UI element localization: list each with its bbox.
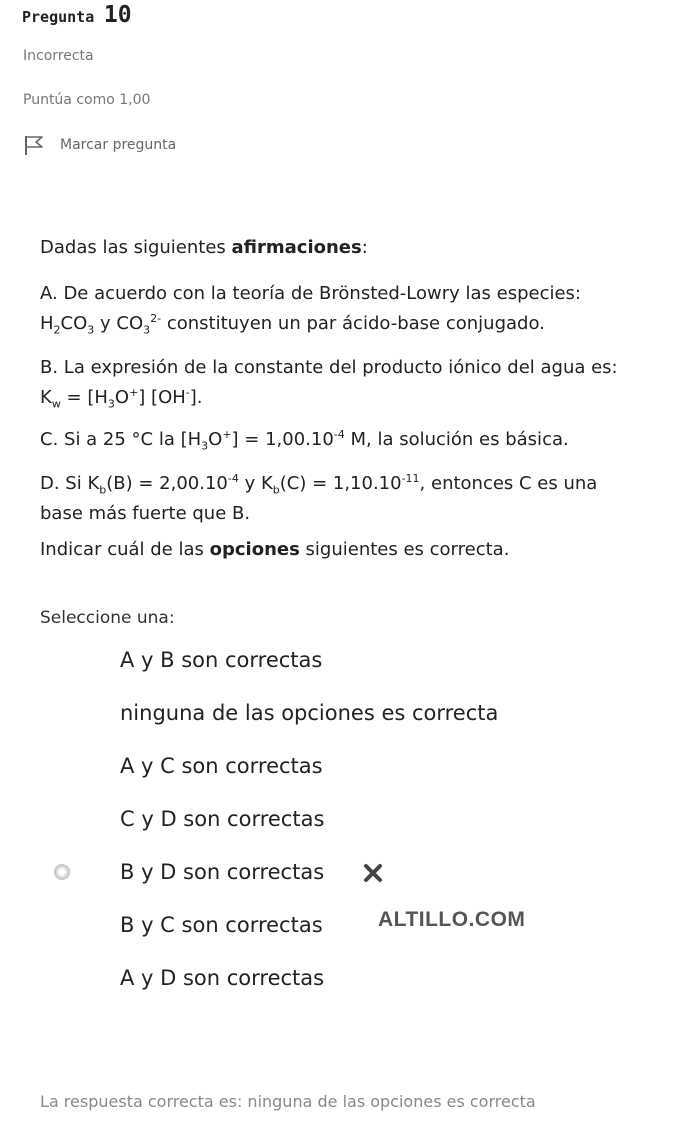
answer-option[interactable] [0, 697, 700, 737]
question-number-value: 10 [103, 2, 132, 28]
answer-option-label[interactable]: C y D son correctas [120, 807, 325, 831]
statement-c: C. Si a 25 °C la $[H_3O^+] = 1,00.10^{-4}$ M, la solución es básica. [40, 428, 569, 453]
flag-question-link[interactable] [22, 134, 176, 156]
question-label: Pregunta [22, 8, 95, 26]
answer-option[interactable] [0, 856, 700, 896]
flag-question-label: Marcar pregunta [60, 137, 177, 153]
answer-option[interactable] [0, 750, 700, 790]
statement-d-line2: base más fuerte que B. [40, 503, 251, 524]
select-one-label: Seleccione una: [40, 608, 175, 628]
flag-icon [22, 134, 46, 156]
answer-option-label[interactable]: ninguna de las opciones es correcta [120, 701, 499, 725]
answer-option-label[interactable]: A y D son correctas [120, 966, 325, 990]
question-number [22, 2, 132, 28]
answer-option[interactable] [0, 803, 700, 843]
correct-answer-feedback: La respuesta correcta es: ninguna de las opciones es correcta [40, 1092, 536, 1111]
question-state: Incorrecta [23, 48, 94, 64]
radio-button[interactable] [54, 864, 70, 880]
statement-a-line1: A. De acuerdo con la teoría de Brönsted-Lowry las especies: [40, 283, 581, 304]
statement-d-line1: D. Si $K_b(B) = 2,00.10^{-4}$ y $K_b(C) = 1,10.10^{-11}$, entonces C es una [40, 472, 598, 497]
question-intro: Dadas las siguientes afirmaciones: [40, 237, 368, 258]
answer-option[interactable] [0, 909, 700, 949]
question-prompt: Indicar cuál de las opciones siguientes es correcta. [40, 539, 510, 560]
statement-a-line2: $H_2CO_3$ y $CO_3^{2-}$ constituyen un par ácido-base conjugado. [40, 312, 545, 337]
cross-icon [362, 862, 384, 884]
answer-option[interactable] [0, 962, 700, 1002]
answer-option-label[interactable]: B y D son correctas [120, 860, 325, 884]
answer-option-label[interactable]: A y C son correctas [120, 754, 323, 778]
statement-b-line1: B. La expresión de la constante del producto iónico del agua es: [40, 357, 618, 378]
statement-b-line2: $K_w = [H_3O^+]$ [OH-]. [40, 386, 203, 411]
question-grade: Puntúa como 1,00 [23, 92, 151, 108]
answer-option[interactable] [0, 644, 700, 684]
answer-option-label[interactable]: B y C son correctas [120, 913, 323, 937]
answer-option-label[interactable]: A y B son correctas [120, 648, 323, 672]
watermark: ALTILLO.COM [378, 908, 526, 931]
